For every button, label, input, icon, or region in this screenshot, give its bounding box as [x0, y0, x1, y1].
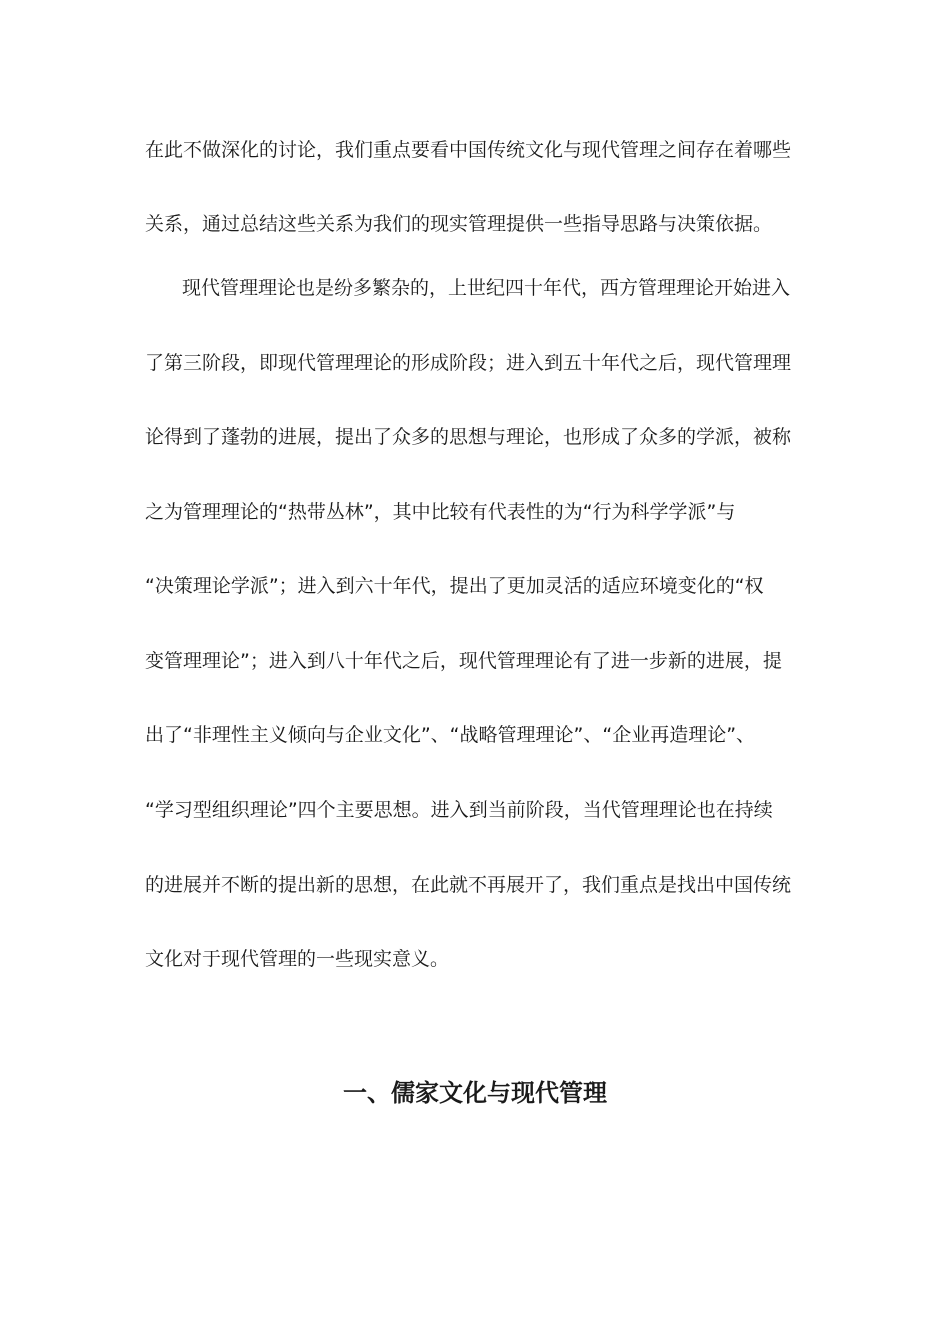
paragraph-2-line-3: 论得到了蓬勃的进展，提出了众多的思想与理论，也形成了众多的学派，被称: [145, 426, 792, 448]
paragraph-1-line-1: 在此不做深化的讨论，我们重点要看中国传统文化与现代管理之间存在着哪些: [145, 139, 792, 161]
paragraph-2-line-4: 之为管理理论的“热带丛林”，其中比较有代表性的为“行为科学学派”与: [145, 501, 736, 523]
paragraph-2-line-1: 现代管理理论也是纷多繁杂的，上世纪四十年代，西方管理理论开始进入: [182, 277, 791, 299]
paragraph-2-line-6: 变管理理论”；进入到八十年代之后，现代管理理论有了进一步新的进展，提: [145, 650, 782, 672]
paragraph-2-line-7: 出了“非理性主义倾向与企业文化”、“战略管理理论”、“企业再造理论”、: [145, 724, 756, 746]
section-heading: 一、儒家文化与现代管理: [343, 1079, 607, 1107]
paragraph-2-line-5: “决策理论学派”；进入到六十年代，提出了更加灵活的适应环境变化的“权: [145, 575, 764, 597]
paragraph-2-line-2: 了第三阶段，即现代管理理论的形成阶段；进入到五十年代之后，现代管理理: [145, 352, 792, 374]
paragraph-2-line-10: 文化对于现代管理的一些现实意义。: [145, 948, 450, 970]
paragraph-2-line-9: 的进展并不断的提出新的思想，在此就不再展开了，我们重点是找出中国传统: [145, 874, 792, 896]
paragraph-1-line-2: 关系，通过总结这些关系为我们的现实管理提供一些指导思路与决策依据。: [145, 213, 773, 235]
paragraph-2-line-8: “学习型组织理论”四个主要思想。进入到当前阶段，当代管理理论也在持续: [145, 799, 773, 821]
